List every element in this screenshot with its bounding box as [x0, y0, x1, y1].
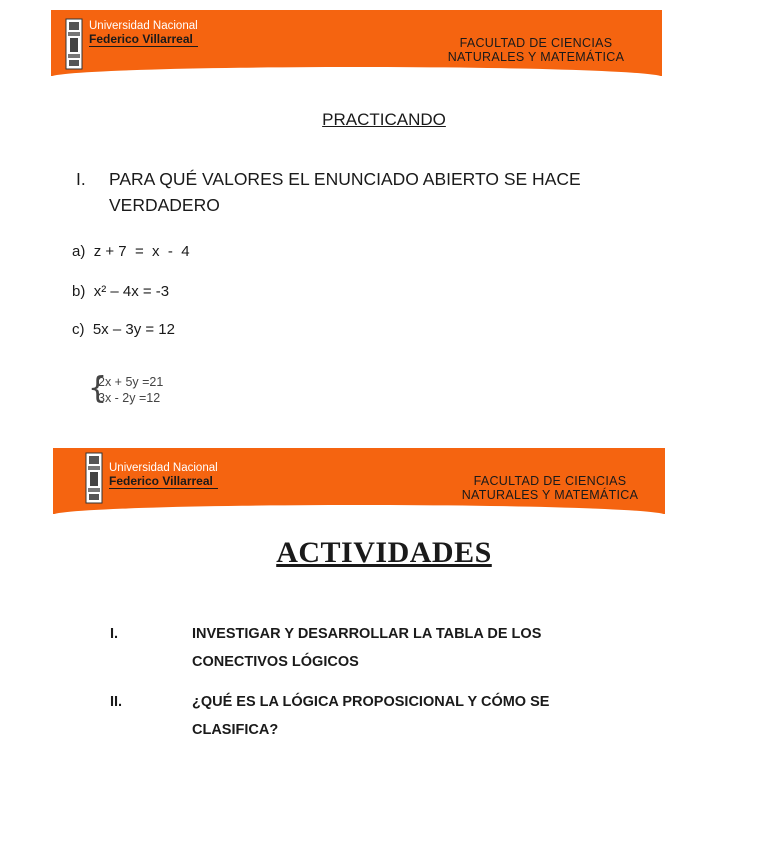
equation-expr: x² – 4x = -3: [93, 283, 170, 300]
equation-label: b): [72, 283, 86, 300]
faculty-line2: NATURALES Y MATEMÁTICA: [447, 50, 625, 64]
university-line1: Universidad Nacional: [89, 20, 198, 32]
university-line2: Federico Villarreal: [109, 475, 218, 489]
university-line1: Universidad Nacional: [109, 462, 218, 474]
activity-number: II.: [110, 694, 123, 710]
equation-expr: z + 7 = x - 4: [93, 243, 190, 260]
activity-number: I.: [110, 626, 119, 642]
header-banner-top: [51, 10, 662, 76]
activity-text: INVESTIGAR Y DESARROLLAR LA TABLA DE LOS CONECTIVOS LÓGICOS: [192, 626, 542, 670]
equation-a: [72, 243, 190, 260]
banner-curve: [53, 505, 665, 515]
university-crest-icon: [85, 452, 103, 504]
faculty-line1: FACULTAD DE CIENCIAS: [473, 474, 627, 488]
equation-label: a): [72, 243, 86, 260]
equation-c: [72, 321, 175, 338]
activities-title: ACTIVIDADES: [276, 536, 492, 569]
system-row-1: 2x + 5y =21: [98, 375, 164, 389]
question-number: I.: [76, 169, 86, 189]
banner-curve: [51, 67, 662, 77]
brace-icon: {: [88, 371, 108, 406]
question-text: PARA QUÉ VALORES EL ENUNCIADO ABIERTO SE HACE VERDADERO: [109, 169, 581, 215]
faculty-name: [445, 474, 655, 502]
university-name: [109, 462, 218, 489]
activity-text: ¿QUÉ ES LA LÓGICA PROPOSICIONAL Y CÓMO SE CLASIFICA?: [192, 694, 550, 738]
faculty-line1: FACULTAD DE CIENCIAS: [459, 36, 613, 50]
equation-label: c): [72, 321, 85, 338]
university-line2: Federico Villarreal: [89, 33, 198, 47]
faculty-line2: NATURALES Y MATEMÁTICA: [461, 488, 639, 502]
header-banner-bottom: [53, 448, 665, 514]
university-name: [89, 20, 198, 47]
equation-b: [72, 283, 169, 300]
faculty-name: [431, 36, 641, 64]
system-row-2: 3x - 2y =12: [98, 391, 161, 405]
practice-title: PRACTICANDO: [322, 110, 446, 129]
university-crest-icon: [65, 18, 83, 70]
equation-expr: 5x – 3y = 12: [92, 321, 175, 338]
